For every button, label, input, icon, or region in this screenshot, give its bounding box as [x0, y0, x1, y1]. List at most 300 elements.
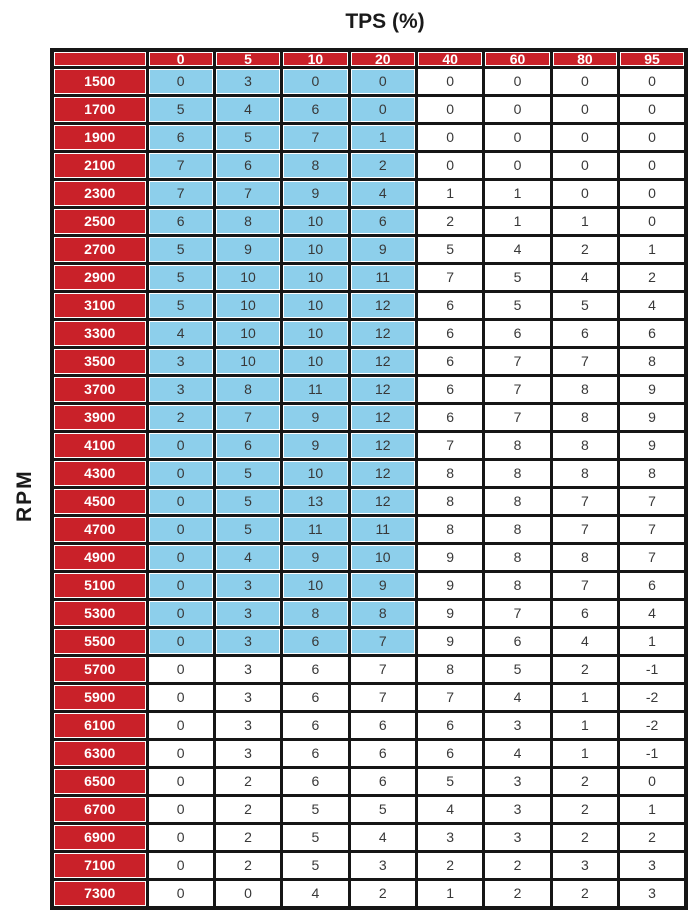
- cell-rpm5900-tps10: 6: [282, 683, 349, 711]
- cell-rpm5100-tps20: 9: [349, 571, 416, 599]
- table-row-rpm-3300: [52, 319, 686, 347]
- cell-rpm4900-tps0: 0: [147, 543, 214, 571]
- cell-rpm1500-tps80: 0: [551, 68, 618, 96]
- cell-rpm3100-tps5: 10: [214, 291, 281, 319]
- cell-rpm2100-tps0: 7: [147, 151, 214, 179]
- cell-rpm2500-tps95: 0: [619, 207, 686, 235]
- cell-rpm6700-tps60: 3: [484, 795, 551, 823]
- cell-rpm5300-tps40: 9: [417, 599, 484, 627]
- cell-rpm3700-tps5: 8: [214, 375, 281, 403]
- cell-rpm4300-tps40: 8: [417, 459, 484, 487]
- cell-rpm1700-tps10: 6: [282, 95, 349, 123]
- cell-rpm4500-tps10: 13: [282, 487, 349, 515]
- rpm-row-header-3700: 3700: [52, 375, 147, 403]
- table-row-rpm-2900: [52, 263, 686, 291]
- cell-rpm5300-tps5: 3: [214, 599, 281, 627]
- header-row: [52, 50, 686, 68]
- cell-rpm2900-tps80: 4: [551, 263, 618, 291]
- cell-rpm3700-tps0: 3: [147, 375, 214, 403]
- cell-rpm3300-tps20: 12: [349, 319, 416, 347]
- cell-rpm6900-tps0: 0: [147, 823, 214, 851]
- cell-rpm5900-tps60: 4: [484, 683, 551, 711]
- cell-rpm1500-tps10: 0: [282, 68, 349, 96]
- cell-rpm1500-tps0: 0: [147, 68, 214, 96]
- cell-rpm3100-tps20: 12: [349, 291, 416, 319]
- cell-rpm3500-tps40: 6: [417, 347, 484, 375]
- cell-rpm2300-tps5: 7: [214, 179, 281, 207]
- table-row-rpm-2700: [52, 235, 686, 263]
- rpm-row-header-6300: 6300: [52, 739, 147, 767]
- cell-rpm4100-tps5: 6: [214, 431, 281, 459]
- cell-rpm5500-tps5: 3: [214, 627, 281, 655]
- cell-rpm2900-tps95: 2: [619, 263, 686, 291]
- cell-rpm7100-tps95: 3: [619, 851, 686, 879]
- table-body: [52, 68, 686, 909]
- cell-rpm5300-tps20: 8: [349, 599, 416, 627]
- cell-rpm5700-tps80: 2: [551, 655, 618, 683]
- cell-rpm1500-tps20: 0: [349, 68, 416, 96]
- rpm-row-header-3100: 3100: [52, 291, 147, 319]
- cell-rpm6500-tps80: 2: [551, 767, 618, 795]
- cell-rpm3700-tps80: 8: [551, 375, 618, 403]
- cell-rpm6500-tps10: 6: [282, 767, 349, 795]
- cell-rpm6700-tps80: 2: [551, 795, 618, 823]
- cell-rpm4100-tps10: 9: [282, 431, 349, 459]
- cell-rpm2700-tps5: 9: [214, 235, 281, 263]
- table-row-rpm-2100: [52, 151, 686, 179]
- rpm-row-header-5900: 5900: [52, 683, 147, 711]
- table-row-rpm-4100: [52, 431, 686, 459]
- cell-rpm4900-tps10: 9: [282, 543, 349, 571]
- cell-rpm5700-tps5: 3: [214, 655, 281, 683]
- table-row-rpm-6900: [52, 823, 686, 851]
- rpm-row-header-1900: 1900: [52, 123, 147, 151]
- rpm-row-header-6900: 6900: [52, 823, 147, 851]
- cell-rpm2500-tps0: 6: [147, 207, 214, 235]
- table-row-rpm-6300: [52, 739, 686, 767]
- cell-rpm6900-tps5: 2: [214, 823, 281, 851]
- cell-rpm2100-tps80: 0: [551, 151, 618, 179]
- cell-rpm2900-tps0: 5: [147, 263, 214, 291]
- rpm-row-header-5100: 5100: [52, 571, 147, 599]
- cell-rpm4900-tps60: 8: [484, 543, 551, 571]
- rpm-row-header-1500: 1500: [52, 68, 147, 96]
- cell-rpm3700-tps10: 11: [282, 375, 349, 403]
- rpm-row-header-7100: 7100: [52, 851, 147, 879]
- cell-rpm7300-tps20: 2: [349, 879, 416, 908]
- cell-rpm5100-tps40: 9: [417, 571, 484, 599]
- cell-rpm6100-tps40: 6: [417, 711, 484, 739]
- cell-rpm3500-tps60: 7: [484, 347, 551, 375]
- cell-rpm2300-tps40: 1: [417, 179, 484, 207]
- cell-rpm4300-tps20: 12: [349, 459, 416, 487]
- cell-rpm2100-tps95: 0: [619, 151, 686, 179]
- cell-rpm3900-tps0: 2: [147, 403, 214, 431]
- rpm-row-header-6500: 6500: [52, 767, 147, 795]
- table-row-rpm-3100: [52, 291, 686, 319]
- rpm-row-header-2100: 2100: [52, 151, 147, 179]
- cell-rpm2700-tps80: 2: [551, 235, 618, 263]
- cell-rpm5900-tps40: 7: [417, 683, 484, 711]
- cell-rpm3300-tps95: 6: [619, 319, 686, 347]
- table-row-rpm-4500: [52, 487, 686, 515]
- cell-rpm6100-tps20: 6: [349, 711, 416, 739]
- cell-rpm7100-tps60: 2: [484, 851, 551, 879]
- cell-rpm1700-tps95: 0: [619, 95, 686, 123]
- rpm-row-header-5500: 5500: [52, 627, 147, 655]
- cell-rpm6900-tps20: 4: [349, 823, 416, 851]
- cell-rpm4500-tps60: 8: [484, 487, 551, 515]
- rpm-row-header-2700: 2700: [52, 235, 147, 263]
- cell-rpm2700-tps10: 10: [282, 235, 349, 263]
- cell-rpm3100-tps95: 4: [619, 291, 686, 319]
- cell-rpm3300-tps40: 6: [417, 319, 484, 347]
- cell-rpm5500-tps40: 9: [417, 627, 484, 655]
- cell-rpm1700-tps20: 0: [349, 95, 416, 123]
- cell-rpm4500-tps40: 8: [417, 487, 484, 515]
- rpm-row-header-3900: 3900: [52, 403, 147, 431]
- cell-rpm5500-tps10: 6: [282, 627, 349, 655]
- cell-rpm2700-tps95: 1: [619, 235, 686, 263]
- cell-rpm2100-tps20: 2: [349, 151, 416, 179]
- cell-rpm4700-tps60: 8: [484, 515, 551, 543]
- cell-rpm4300-tps10: 10: [282, 459, 349, 487]
- cell-rpm5900-tps95: -2: [619, 683, 686, 711]
- cell-rpm5300-tps60: 7: [484, 599, 551, 627]
- cell-rpm1500-tps5: 3: [214, 68, 281, 96]
- cell-rpm2500-tps60: 1: [484, 207, 551, 235]
- cell-rpm2100-tps60: 0: [484, 151, 551, 179]
- cell-rpm5900-tps80: 1: [551, 683, 618, 711]
- cell-rpm2300-tps80: 0: [551, 179, 618, 207]
- cell-rpm4900-tps5: 4: [214, 543, 281, 571]
- cell-rpm5100-tps60: 8: [484, 571, 551, 599]
- cell-rpm4700-tps10: 11: [282, 515, 349, 543]
- cell-rpm4700-tps5: 5: [214, 515, 281, 543]
- cell-rpm2500-tps5: 8: [214, 207, 281, 235]
- cell-rpm5700-tps0: 0: [147, 655, 214, 683]
- cell-rpm4700-tps20: 11: [349, 515, 416, 543]
- table-row-rpm-3900: [52, 403, 686, 431]
- cell-rpm5900-tps0: 0: [147, 683, 214, 711]
- cell-rpm6700-tps95: 1: [619, 795, 686, 823]
- cell-rpm7300-tps95: 3: [619, 879, 686, 908]
- table-row-rpm-3500: [52, 347, 686, 375]
- table-row-rpm-2300: [52, 179, 686, 207]
- cell-rpm5900-tps5: 3: [214, 683, 281, 711]
- table-row-rpm-6700: [52, 795, 686, 823]
- cell-rpm5700-tps40: 8: [417, 655, 484, 683]
- table-row-rpm-6500: [52, 767, 686, 795]
- cell-rpm1900-tps40: 0: [417, 123, 484, 151]
- rpm-row-header-5300: 5300: [52, 599, 147, 627]
- cell-rpm5100-tps95: 6: [619, 571, 686, 599]
- cell-rpm5500-tps0: 0: [147, 627, 214, 655]
- rpm-row-header-6700: 6700: [52, 795, 147, 823]
- cell-rpm3300-tps10: 10: [282, 319, 349, 347]
- cell-rpm4900-tps95: 7: [619, 543, 686, 571]
- cell-rpm6100-tps60: 3: [484, 711, 551, 739]
- cell-rpm7300-tps60: 2: [484, 879, 551, 908]
- cell-rpm2500-tps10: 10: [282, 207, 349, 235]
- rpm-row-header-4500: 4500: [52, 487, 147, 515]
- table-row-rpm-5900: [52, 683, 686, 711]
- cell-rpm3900-tps20: 12: [349, 403, 416, 431]
- cell-rpm7100-tps10: 5: [282, 851, 349, 879]
- table-row-rpm-5100: [52, 571, 686, 599]
- cell-rpm1900-tps5: 5: [214, 123, 281, 151]
- cell-rpm1700-tps0: 5: [147, 95, 214, 123]
- cell-rpm3500-tps80: 7: [551, 347, 618, 375]
- cell-rpm2300-tps60: 1: [484, 179, 551, 207]
- table-row-rpm-4300: [52, 459, 686, 487]
- rpm-row-header-3300: 3300: [52, 319, 147, 347]
- cell-rpm7100-tps80: 3: [551, 851, 618, 879]
- cell-rpm3700-tps20: 12: [349, 375, 416, 403]
- cell-rpm6500-tps60: 3: [484, 767, 551, 795]
- cell-rpm5100-tps80: 7: [551, 571, 618, 599]
- tps-column-header-95: 95: [619, 50, 686, 68]
- cell-rpm3900-tps95: 9: [619, 403, 686, 431]
- cell-rpm3700-tps40: 6: [417, 375, 484, 403]
- cell-rpm1500-tps95: 0: [619, 68, 686, 96]
- cell-rpm3900-tps5: 7: [214, 403, 281, 431]
- rpm-row-header-3500: 3500: [52, 347, 147, 375]
- cell-rpm7100-tps40: 2: [417, 851, 484, 879]
- cell-rpm7300-tps0: 0: [147, 879, 214, 908]
- rpm-row-header-2900: 2900: [52, 263, 147, 291]
- cell-rpm2500-tps20: 6: [349, 207, 416, 235]
- table-row-rpm-4700: [52, 515, 686, 543]
- cell-rpm4500-tps80: 7: [551, 487, 618, 515]
- cell-rpm2300-tps10: 9: [282, 179, 349, 207]
- rpm-row-header-5700: 5700: [52, 655, 147, 683]
- table-row-rpm-7300: [52, 879, 686, 908]
- cell-rpm1900-tps60: 0: [484, 123, 551, 151]
- cell-rpm4500-tps20: 12: [349, 487, 416, 515]
- cell-rpm4900-tps20: 10: [349, 543, 416, 571]
- cell-rpm3900-tps40: 6: [417, 403, 484, 431]
- cell-rpm1900-tps95: 0: [619, 123, 686, 151]
- cell-rpm1700-tps5: 4: [214, 95, 281, 123]
- tps-column-header-5: 5: [214, 50, 281, 68]
- cell-rpm6900-tps40: 3: [417, 823, 484, 851]
- cell-rpm4700-tps0: 0: [147, 515, 214, 543]
- cell-rpm5500-tps80: 4: [551, 627, 618, 655]
- rpm-row-header-6100: 6100: [52, 711, 147, 739]
- cell-rpm1500-tps60: 0: [484, 68, 551, 96]
- rpm-row-header-4300: 4300: [52, 459, 147, 487]
- cell-rpm6300-tps0: 0: [147, 739, 214, 767]
- cell-rpm4100-tps20: 12: [349, 431, 416, 459]
- rpm-row-header-4700: 4700: [52, 515, 147, 543]
- cell-rpm2900-tps40: 7: [417, 263, 484, 291]
- cell-rpm4500-tps0: 0: [147, 487, 214, 515]
- cell-rpm6900-tps10: 5: [282, 823, 349, 851]
- table-row-rpm-7100: [52, 851, 686, 879]
- cell-rpm6500-tps0: 0: [147, 767, 214, 795]
- cell-rpm2100-tps40: 0: [417, 151, 484, 179]
- cell-rpm5300-tps95: 4: [619, 599, 686, 627]
- cell-rpm4100-tps80: 8: [551, 431, 618, 459]
- cell-rpm3100-tps0: 5: [147, 291, 214, 319]
- cell-rpm3500-tps5: 10: [214, 347, 281, 375]
- cell-rpm6700-tps40: 4: [417, 795, 484, 823]
- cell-rpm3300-tps80: 6: [551, 319, 618, 347]
- cell-rpm2500-tps40: 2: [417, 207, 484, 235]
- cell-rpm6500-tps95: 0: [619, 767, 686, 795]
- cell-rpm4300-tps60: 8: [484, 459, 551, 487]
- cell-rpm2100-tps10: 8: [282, 151, 349, 179]
- cell-rpm7300-tps80: 2: [551, 879, 618, 908]
- cell-rpm4100-tps0: 0: [147, 431, 214, 459]
- cell-rpm6300-tps5: 3: [214, 739, 281, 767]
- cell-rpm3100-tps40: 6: [417, 291, 484, 319]
- cell-rpm2900-tps10: 10: [282, 263, 349, 291]
- cell-rpm3300-tps5: 10: [214, 319, 281, 347]
- cell-rpm2700-tps60: 4: [484, 235, 551, 263]
- tps-rpm-table: [50, 48, 688, 910]
- cell-rpm7100-tps0: 0: [147, 851, 214, 879]
- table-row-rpm-1900: [52, 123, 686, 151]
- cell-rpm3900-tps10: 9: [282, 403, 349, 431]
- table-row-rpm-5500: [52, 627, 686, 655]
- tps-column-header-0: 0: [147, 50, 214, 68]
- cell-rpm6700-tps5: 2: [214, 795, 281, 823]
- cell-rpm5700-tps10: 6: [282, 655, 349, 683]
- rpm-row-header-2500: 2500: [52, 207, 147, 235]
- cell-rpm6100-tps10: 6: [282, 711, 349, 739]
- cell-rpm4300-tps95: 8: [619, 459, 686, 487]
- cell-rpm6500-tps5: 2: [214, 767, 281, 795]
- cell-rpm3300-tps60: 6: [484, 319, 551, 347]
- cell-rpm3900-tps60: 7: [484, 403, 551, 431]
- tps-column-header-80: 80: [551, 50, 618, 68]
- cell-rpm4700-tps80: 7: [551, 515, 618, 543]
- table-row-rpm-5700: [52, 655, 686, 683]
- cell-rpm2900-tps5: 10: [214, 263, 281, 291]
- cell-rpm3100-tps60: 5: [484, 291, 551, 319]
- table-row-rpm-5300: [52, 599, 686, 627]
- cell-rpm1700-tps80: 0: [551, 95, 618, 123]
- cell-rpm2300-tps20: 4: [349, 179, 416, 207]
- cell-rpm4700-tps95: 7: [619, 515, 686, 543]
- cell-rpm7300-tps40: 1: [417, 879, 484, 908]
- cell-rpm5100-tps10: 10: [282, 571, 349, 599]
- table-row-rpm-1700: [52, 95, 686, 123]
- cell-rpm2500-tps80: 1: [551, 207, 618, 235]
- cell-rpm3500-tps95: 8: [619, 347, 686, 375]
- cell-rpm2700-tps20: 9: [349, 235, 416, 263]
- rpm-axis-label: RPM: [13, 469, 36, 522]
- cell-rpm5500-tps20: 7: [349, 627, 416, 655]
- cell-rpm1500-tps40: 0: [417, 68, 484, 96]
- corner-cell: [52, 50, 147, 68]
- table-row-rpm-3700: [52, 375, 686, 403]
- cell-rpm6300-tps80: 1: [551, 739, 618, 767]
- tps-column-header-60: 60: [484, 50, 551, 68]
- cell-rpm3700-tps60: 7: [484, 375, 551, 403]
- table-row-rpm-2500: [52, 207, 686, 235]
- rpm-row-header-4900: 4900: [52, 543, 147, 571]
- cell-rpm4300-tps0: 0: [147, 459, 214, 487]
- cell-rpm6900-tps95: 2: [619, 823, 686, 851]
- rpm-row-header-2300: 2300: [52, 179, 147, 207]
- cell-rpm6900-tps60: 3: [484, 823, 551, 851]
- cell-rpm6100-tps0: 0: [147, 711, 214, 739]
- cell-rpm7100-tps20: 3: [349, 851, 416, 879]
- tps-column-header-20: 20: [349, 50, 416, 68]
- cell-rpm2900-tps20: 11: [349, 263, 416, 291]
- cell-rpm2300-tps0: 7: [147, 179, 214, 207]
- cell-rpm1900-tps0: 6: [147, 123, 214, 151]
- rpm-row-header-7300: 7300: [52, 879, 147, 908]
- table-header: [52, 50, 686, 68]
- cell-rpm1900-tps20: 1: [349, 123, 416, 151]
- cell-rpm5700-tps60: 5: [484, 655, 551, 683]
- table-row-rpm-6100: [52, 711, 686, 739]
- cell-rpm6700-tps0: 0: [147, 795, 214, 823]
- cell-rpm4900-tps40: 9: [417, 543, 484, 571]
- cell-rpm5300-tps80: 6: [551, 599, 618, 627]
- cell-rpm3300-tps0: 4: [147, 319, 214, 347]
- cell-rpm6100-tps80: 1: [551, 711, 618, 739]
- cell-rpm6300-tps60: 4: [484, 739, 551, 767]
- chart-title: TPS (%): [345, 10, 425, 33]
- cell-rpm4300-tps5: 5: [214, 459, 281, 487]
- cell-rpm6700-tps20: 5: [349, 795, 416, 823]
- tps-column-header-10: 10: [282, 50, 349, 68]
- cell-rpm5700-tps20: 7: [349, 655, 416, 683]
- cell-rpm7100-tps5: 2: [214, 851, 281, 879]
- cell-rpm5500-tps95: 1: [619, 627, 686, 655]
- cell-rpm4500-tps95: 7: [619, 487, 686, 515]
- cell-rpm3100-tps10: 10: [282, 291, 349, 319]
- cell-rpm2700-tps40: 5: [417, 235, 484, 263]
- cell-rpm2900-tps60: 5: [484, 263, 551, 291]
- cell-rpm4300-tps80: 8: [551, 459, 618, 487]
- cell-rpm4100-tps95: 9: [619, 431, 686, 459]
- cell-rpm6500-tps20: 6: [349, 767, 416, 795]
- cell-rpm1700-tps60: 0: [484, 95, 551, 123]
- cell-rpm6300-tps40: 6: [417, 739, 484, 767]
- cell-rpm3700-tps95: 9: [619, 375, 686, 403]
- cell-rpm7300-tps5: 0: [214, 879, 281, 908]
- cell-rpm3500-tps0: 3: [147, 347, 214, 375]
- cell-rpm5300-tps0: 0: [147, 599, 214, 627]
- cell-rpm3500-tps20: 12: [349, 347, 416, 375]
- cell-rpm3900-tps80: 8: [551, 403, 618, 431]
- cell-rpm5700-tps95: -1: [619, 655, 686, 683]
- table-row-rpm-1500: [52, 68, 686, 96]
- cell-rpm6100-tps5: 3: [214, 711, 281, 739]
- cell-rpm2700-tps0: 5: [147, 235, 214, 263]
- cell-rpm3100-tps80: 5: [551, 291, 618, 319]
- cell-rpm6900-tps80: 2: [551, 823, 618, 851]
- cell-rpm7300-tps10: 4: [282, 879, 349, 908]
- cell-rpm6100-tps95: -2: [619, 711, 686, 739]
- cell-rpm6500-tps40: 5: [417, 767, 484, 795]
- cell-rpm2100-tps5: 6: [214, 151, 281, 179]
- tps-column-header-40: 40: [417, 50, 484, 68]
- rpm-row-header-4100: 4100: [52, 431, 147, 459]
- cell-rpm1700-tps40: 0: [417, 95, 484, 123]
- cell-rpm6300-tps10: 6: [282, 739, 349, 767]
- cell-rpm2300-tps95: 0: [619, 179, 686, 207]
- cell-rpm4700-tps40: 8: [417, 515, 484, 543]
- table-row-rpm-4900: [52, 543, 686, 571]
- cell-rpm4100-tps60: 8: [484, 431, 551, 459]
